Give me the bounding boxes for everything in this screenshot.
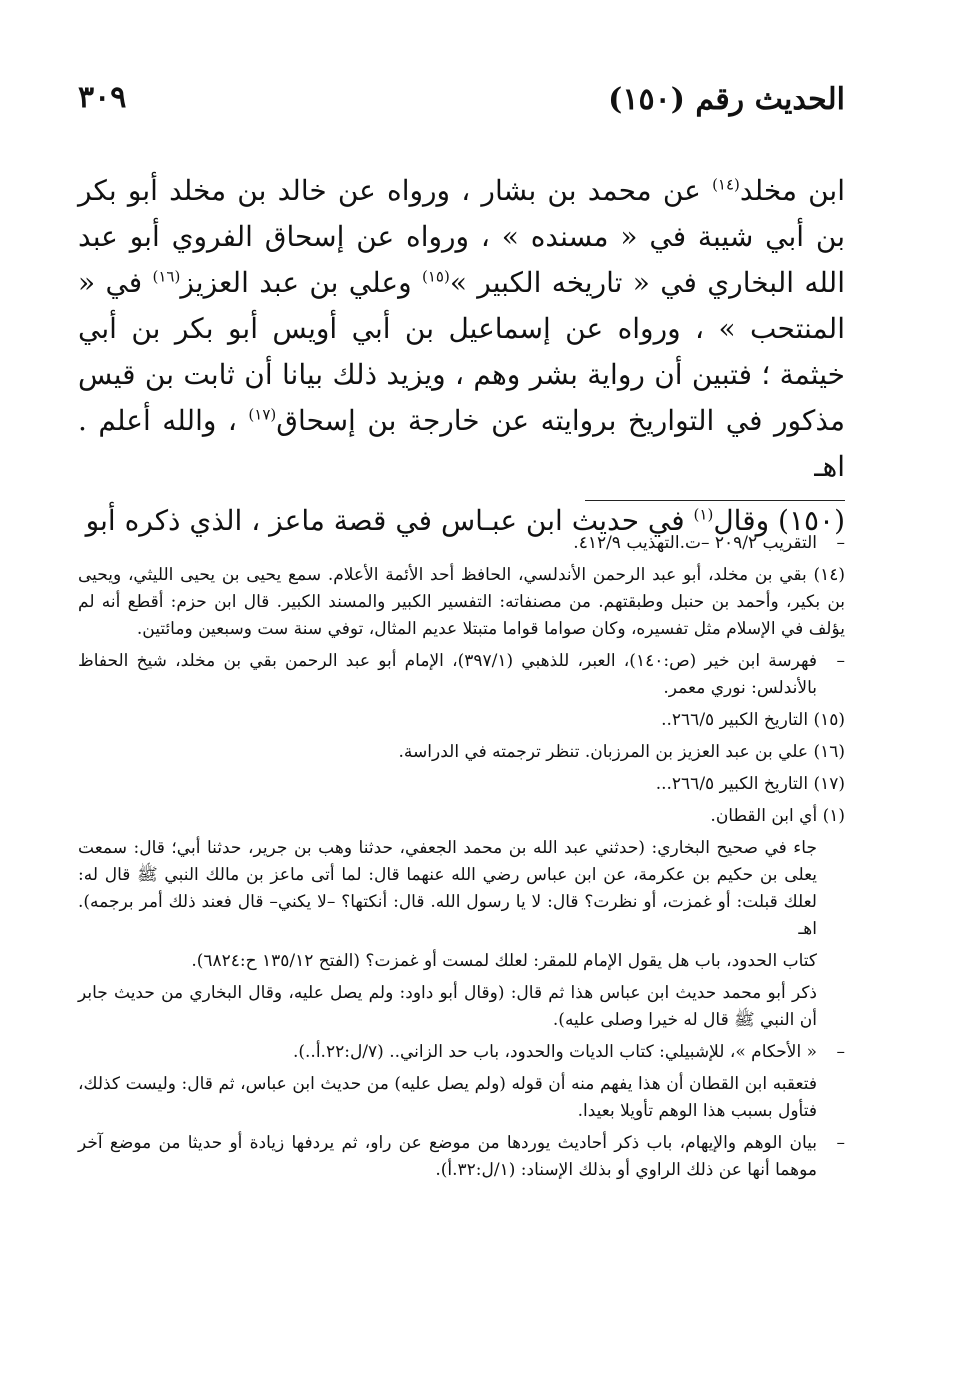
footnote-text: (١٧) التاريخ الكبير ٢٦٦/٥... xyxy=(655,774,845,794)
footnote-text: ذكر أبو محمد حديث ابن عباس هذا ثم قال: (وقال أبو داود: ولم يصل عليه، وقال البخاري من حديث جابر أن النبي ﷺ قال له خيرا وصلى عليه). xyxy=(78,983,817,1030)
footnotes xyxy=(78,530,845,1189)
footnote-item xyxy=(78,707,845,734)
footnote-item xyxy=(78,1071,845,1125)
text-run: في « المنتحب » ، ورواه عن إسماعيل بن أبي أويس أبو بكر بن أبي خيثمة ؛ فتبين أن رواية بشر وهم ، ويزيد ذلك بيانا أن ثابت بن قيس مذكور في التواريخ بروايته عن خارجة بن إسحاق xyxy=(78,266,846,437)
footnote-dash: – xyxy=(836,1042,845,1062)
footnote-text: فتعقبه ابن القطان أن هذا يفهم منه أن قوله (ولم يصل عليه) من حديث ابن عباس، ثم قال: وليست كذلك، فتأول بسبب هذا الوهم تأويلا بعيدا. xyxy=(78,1074,817,1121)
footnote-ref: (١٤) xyxy=(712,175,740,194)
footnote-item xyxy=(78,835,845,943)
footnote-dash: – xyxy=(836,651,845,671)
footnote-item xyxy=(78,980,845,1034)
footnote-separator xyxy=(585,500,845,501)
footnote-text: « الأحكام »، للإشبيلي: كتاب الديات والحدود، باب حد الزاني.. (٧/ل:٢٢.أ..). xyxy=(292,1042,817,1062)
footnote-dash: – xyxy=(836,533,845,553)
footnote-text: كتاب الحدود، باب هل يقول الإمام للمقر: لعلك لمست أو غمزت؟ (الفتح ١٣٥/١٢ ح:٦٨٢٤). xyxy=(191,951,817,971)
footnote-item xyxy=(78,562,845,643)
footnote-ref: (١٥) xyxy=(421,267,450,286)
page-header xyxy=(78,82,845,134)
footnote-text: (١) أي ابن القطان. xyxy=(710,806,845,826)
footnote-text: (١٥) التاريخ الكبير ٢٦٦/٥.. xyxy=(661,710,845,730)
footnote-item xyxy=(78,771,845,798)
footnote-text: جاء في صحيح البخاري: (حدثني عبد الله بن محمد الجعفي، حدثنا وهب بن جرير، حدثنا أبي؛ قال: سمعت يعلى بن حكيم بن عكرمة، عن ابن عباس رضي الله عنهما قال: لما أتى ماعز بن مالك النبي ﷺ قال له: لعلك قبلت: أو غمزت، أو نظرت؟ قال: لا يا رسول الله. قال: أنكتها؟ –لا يكني– قال فعند ذلك أمر برجمه). اهـ xyxy=(78,838,817,939)
footnote-ref: (١٧) xyxy=(248,405,277,424)
running-title: الحديث رقم (١٥٠) xyxy=(608,82,845,117)
text-run: عن محمد بن بشار ، ورواه عن خالد بن مخلد أبو بكر بن أبي شيبة في « مسنده » ، ورواه عن إسحاق الفروي أبو عبد الله البخاري في « تاريخه الكبير » xyxy=(78,174,845,299)
footnote-text: بيان الوهم والإيهام، باب ذكر أحاديث يوردها من موضع عن راو، ثم يردفها زيادة أو حديثا من موضع آخر موهما أنها عن ذلك الراوي أو بذلك الإسناد: (١/ل:٣٢.أ). xyxy=(78,1133,817,1180)
footnote-ref: (١) xyxy=(693,505,714,524)
main-text xyxy=(78,168,845,544)
page-number: ٣٠٩ xyxy=(78,80,127,115)
paragraph-continuation xyxy=(78,168,845,490)
footnote-item xyxy=(78,530,845,557)
footnote-dash: – xyxy=(836,1133,845,1153)
footnote-text: (١٤) بقي بن مخلد، أبو عبد الرحمن الأندلسي، الحافظ أحد الأئمة الأعلام. سمع يحيى بن يحيى الليثي، ويحيى بن بكير، وأحمد بن حنبل وطبقتهم. من مصنفاته: التفسير الكبير والمسند الكبير. قال ابن حزم: أقطع أنه لم يؤلف في الإسلام مثل تفسيره، وكان صواما قواما متبتلا عديم المثال، توفي سنة ست وسبعين ومائتين. xyxy=(78,565,845,639)
text-run: (١٥٠) وقال xyxy=(713,504,845,537)
footnote-item xyxy=(78,739,845,766)
footnote-item xyxy=(78,803,845,830)
text-run: وعلي بن عبد العزيز xyxy=(180,266,422,299)
footnote-text: (١٦) علي بن عبد العزيز بن المرزبان. تنظر ترجمته في الدراسة. xyxy=(398,742,845,762)
text-run: ابن مخلد xyxy=(739,174,846,207)
footnote-text: التقريب ٢٠٩/٢ –ت.التهذيب ٤١٢/٩. xyxy=(573,533,817,553)
footnote-item xyxy=(78,648,845,702)
footnote-text: فهرسة ابن خير (ص:١٤٠)، العبر، للذهبي (٣٩٧/١)، الإمام أبو عبد الرحمن بقي بن مخلد، شيخ الحفاظ بالأندلس: نوري معمر. xyxy=(78,651,817,698)
text-run: ، والله أعلم . اهـ xyxy=(78,404,845,483)
footnote-item xyxy=(78,1130,845,1184)
text-run: في حديث ابن عبـاس في قصة ماعز ، الذي ذكره أبو xyxy=(85,504,694,537)
footnote-item xyxy=(78,1039,845,1066)
footnote-ref: (١٦) xyxy=(152,267,181,286)
footnote-item xyxy=(78,948,845,975)
